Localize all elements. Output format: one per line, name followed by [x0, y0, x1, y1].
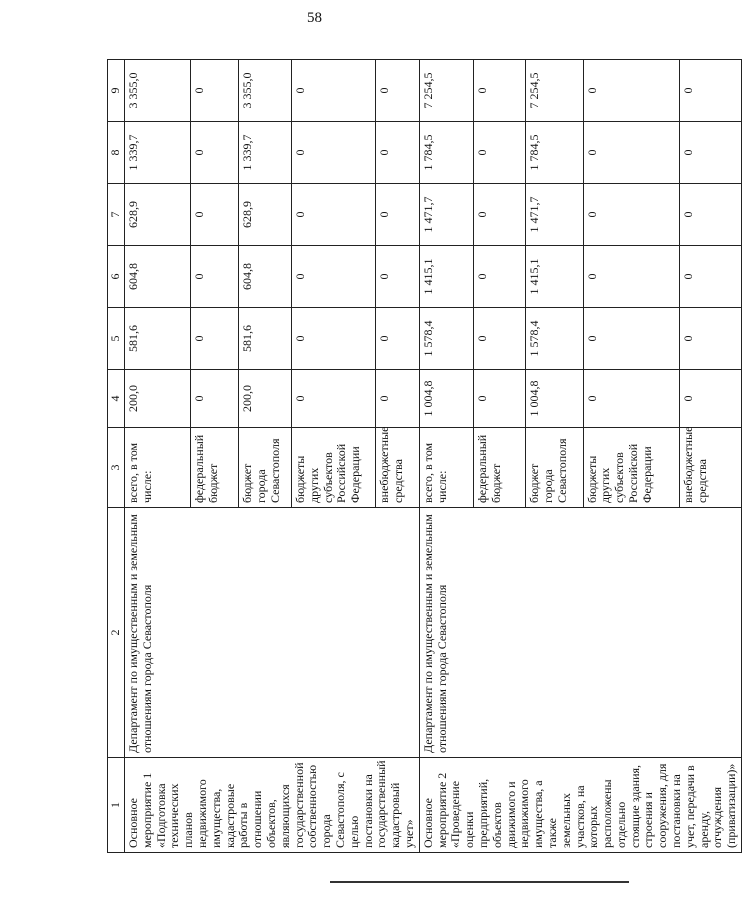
- column-number: 3: [108, 428, 125, 508]
- column-number: 2: [108, 508, 125, 758]
- value-cell: 3 355,0: [239, 60, 292, 122]
- value-cell: 0: [474, 370, 526, 428]
- activity-name: Основное мероприятие 2 «Проведение оценки предприятий, объектов движимого и недвижимого имущества, а также земельных участков, на которых расположены отдельно стоящие здания, строения и сооружения, для постановки на учет, передачи в аренду, отчуждения (приватизации)»: [419, 758, 741, 853]
- funding-source: внебюджетные средства: [680, 428, 742, 508]
- value-cell: 0: [680, 308, 742, 370]
- value-cell: 0: [191, 246, 239, 308]
- value-cell: 0: [191, 308, 239, 370]
- value-cell: 0: [376, 370, 419, 428]
- value-cell: 0: [191, 370, 239, 428]
- value-cell: 0: [583, 370, 680, 428]
- funding-source: бюджет города Севастополя: [239, 428, 292, 508]
- value-cell: 0: [291, 308, 375, 370]
- activity-executor: Департамент по имущественным и земельным отношениям города Севастополя: [125, 508, 420, 758]
- value-cell: 0: [680, 122, 742, 184]
- value-cell: 0: [583, 122, 680, 184]
- value-cell: 1 339,7: [125, 122, 191, 184]
- column-number-row: [108, 60, 125, 853]
- funding-table: [107, 59, 742, 853]
- value-cell: 1 578,4: [526, 308, 583, 370]
- value-cell: 0: [474, 60, 526, 122]
- activity-name: Основное мероприятие 1 «Подготовка технических планов недвижимого имущества, кадастровые работы в отношении объектов, являющихся государственной собственностью города Севастополя, с целью постановки на государственный кадастровый учет»: [125, 758, 420, 853]
- value-cell: 628,9: [239, 184, 292, 246]
- value-cell: 1 004,8: [419, 370, 473, 428]
- value-cell: 1 784,5: [526, 122, 583, 184]
- value-cell: 0: [680, 60, 742, 122]
- value-cell: 0: [474, 122, 526, 184]
- column-number: 4: [108, 370, 125, 428]
- value-cell: 7 254,5: [526, 60, 583, 122]
- value-cell: 0: [376, 308, 419, 370]
- table-row: [125, 60, 191, 853]
- column-number: 6: [108, 246, 125, 308]
- funding-source: федеральный бюджет: [474, 428, 526, 508]
- value-cell: 1 415,1: [419, 246, 473, 308]
- page-number: 58: [307, 10, 322, 26]
- value-cell: 0: [376, 184, 419, 246]
- funding-source: внебюджетные средства: [376, 428, 419, 508]
- value-cell: 0: [191, 184, 239, 246]
- value-cell: 200,0: [125, 370, 191, 428]
- value-cell: 1 784,5: [419, 122, 473, 184]
- value-cell: 1 339,7: [239, 122, 292, 184]
- value-cell: 0: [191, 60, 239, 122]
- table-row: [419, 60, 473, 853]
- column-number: 7: [108, 184, 125, 246]
- value-cell: 581,6: [125, 308, 191, 370]
- value-cell: 0: [583, 246, 680, 308]
- value-cell: 0: [474, 308, 526, 370]
- value-cell: 200,0: [239, 370, 292, 428]
- value-cell: 0: [291, 184, 375, 246]
- value-cell: 581,6: [239, 308, 292, 370]
- value-cell: 0: [583, 184, 680, 246]
- value-cell: 0: [583, 308, 680, 370]
- value-cell: 604,8: [239, 246, 292, 308]
- value-cell: 0: [376, 122, 419, 184]
- value-cell: 0: [474, 246, 526, 308]
- value-cell: 0: [680, 370, 742, 428]
- column-number: 9: [108, 60, 125, 122]
- value-cell: 3 355,0: [125, 60, 191, 122]
- funding-source: федеральный бюджет: [191, 428, 239, 508]
- value-cell: 628,9: [125, 184, 191, 246]
- value-cell: 7 254,5: [419, 60, 473, 122]
- funding-source: всего, в том числе:: [419, 428, 473, 508]
- page-bottom-rule: [330, 881, 629, 883]
- column-number: 1: [108, 758, 125, 853]
- column-number: 8: [108, 122, 125, 184]
- value-cell: 1 415,1: [526, 246, 583, 308]
- funding-source: бюджеты других субъектов Российской Федерации: [291, 428, 375, 508]
- value-cell: 0: [376, 60, 419, 122]
- value-cell: 0: [291, 246, 375, 308]
- funding-source: бюджет города Севастополя: [526, 428, 583, 508]
- value-cell: 0: [191, 122, 239, 184]
- value-cell: 0: [291, 370, 375, 428]
- funding-source: всего, в том числе:: [125, 428, 191, 508]
- value-cell: 0: [680, 184, 742, 246]
- value-cell: 1 004,8: [526, 370, 583, 428]
- value-cell: 1 471,7: [526, 184, 583, 246]
- value-cell: 0: [680, 246, 742, 308]
- column-number: 5: [108, 308, 125, 370]
- value-cell: 0: [474, 184, 526, 246]
- activity-executor: Департамент по имущественным и земельным отношениям города Севастополя: [419, 508, 741, 758]
- rotated-table-container: [107, 60, 739, 853]
- value-cell: 1 471,7: [419, 184, 473, 246]
- value-cell: 0: [291, 60, 375, 122]
- value-cell: 0: [376, 246, 419, 308]
- funding-source: бюджеты других субъектов Российской Федерации: [583, 428, 680, 508]
- value-cell: 1 578,4: [419, 308, 473, 370]
- value-cell: 604,8: [125, 246, 191, 308]
- value-cell: 0: [291, 122, 375, 184]
- value-cell: 0: [583, 60, 680, 122]
